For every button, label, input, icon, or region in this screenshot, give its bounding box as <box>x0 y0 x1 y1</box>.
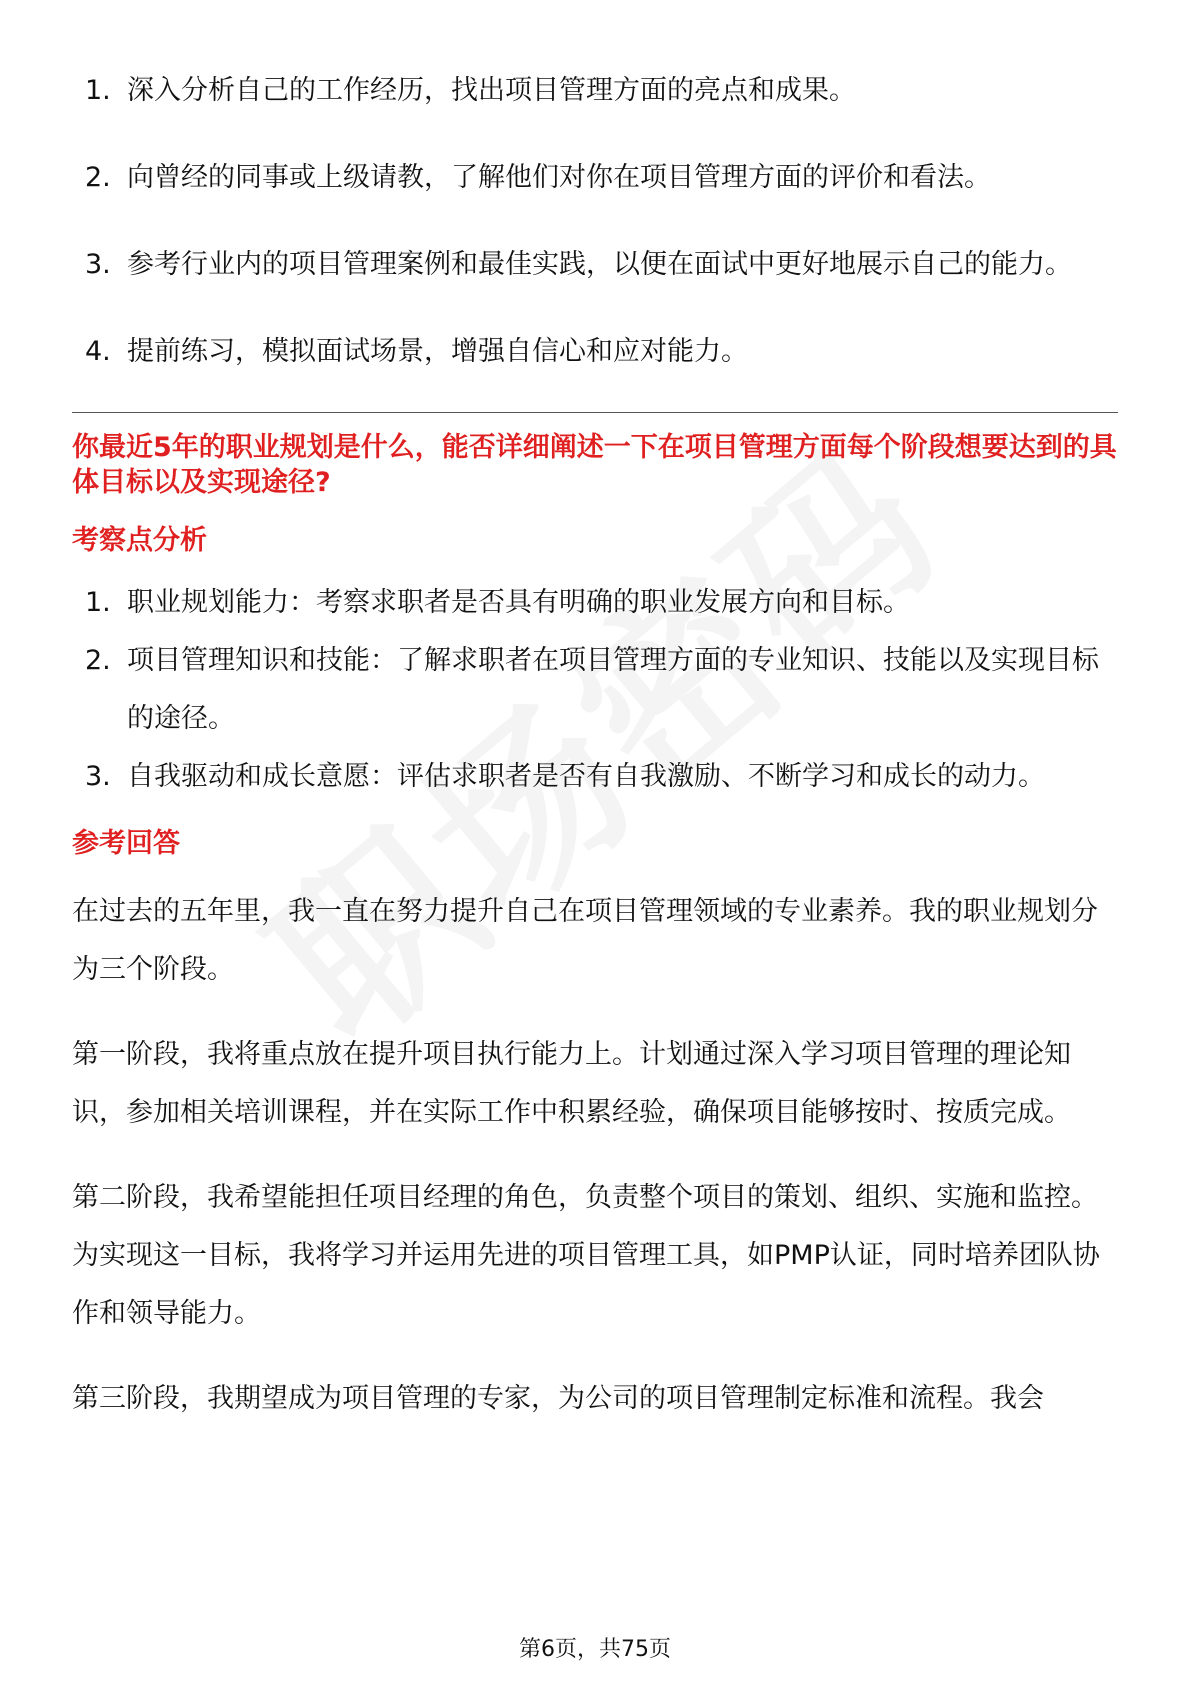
answer-paragraph: 在过去的五年里，我一直在努力提升自己在项目管理领域的专业素养。我的职业规划分为三个阶段。 <box>72 896 1098 985</box>
answer-title: 参考回答 <box>72 828 180 859</box>
list-text: 参考行业内的项目管理案例和最佳实践，以便在面试中更好地展示自己的能力。 <box>127 249 1072 280</box>
list-text: 提前练习，模拟面试场景，增强自信心和应对能力。 <box>127 336 748 367</box>
list-number: 3. <box>85 761 111 792</box>
interview-question: 你最近5年的职业规划是什么，能否详细阐述一下在项目管理方面每个阶段想要达到的具体目标以及实现途径? <box>72 432 1117 498</box>
list-text: 深入分析自己的工作经历，找出项目管理方面的亮点和成果。 <box>127 75 856 106</box>
list-item <box>72 62 1118 120</box>
list-text: 向曾经的同事或上级请教，了解他们对你在项目管理方面的评价和看法。 <box>127 162 991 193</box>
document-page <box>72 62 1118 1455</box>
section-divider <box>72 412 1118 413</box>
list-item <box>72 323 1118 381</box>
list-number: 3. <box>85 249 111 280</box>
list-text: 自我驱动和成长意愿：评估求职者是否有自我激励、不断学习和成长的动力。 <box>127 761 1045 792</box>
list-number: 2. <box>85 162 111 193</box>
tips-list <box>72 62 1118 381</box>
list-text: 项目管理知识和技能：了解求职者在项目管理方面的专业知识、技能以及实现目标的途径。 <box>127 645 1099 734</box>
list-number: 1. <box>85 75 111 106</box>
list-item <box>72 574 1118 632</box>
analysis-title: 考察点分析 <box>72 525 207 556</box>
answer-paragraph: 第一阶段，我将重点放在提升项目执行能力上。计划通过深入学习项目管理的理论知识，参加相关培训课程，并在实际工作中积累经验，确保项目能够按时、按质完成。 <box>72 1039 1071 1128</box>
answer-paragraph: 第三阶段，我期望成为项目管理的专家，为公司的项目管理制定标准和流程。我会 <box>72 1383 1044 1414</box>
list-item <box>72 748 1118 806</box>
analysis-list <box>72 574 1118 806</box>
list-text: 职业规划能力：考察求职者是否具有明确的职业发展方向和目标。 <box>127 587 910 618</box>
list-item <box>72 236 1118 294</box>
answer-paragraph: 第二阶段，我希望能担任项目经理的角色，负责整个项目的策划、组织、实施和监控。为实现这一目标，我将学习并运用先进的项目管理工具，如PMP认证，同时培养团队协作和领导能力。 <box>72 1182 1100 1329</box>
list-number: 4. <box>85 336 111 367</box>
page-footer: 第6页，共75页 <box>519 1637 671 1662</box>
list-number: 1. <box>85 587 111 618</box>
list-item <box>72 149 1118 207</box>
list-number: 2. <box>85 645 111 676</box>
list-item <box>72 632 1118 748</box>
